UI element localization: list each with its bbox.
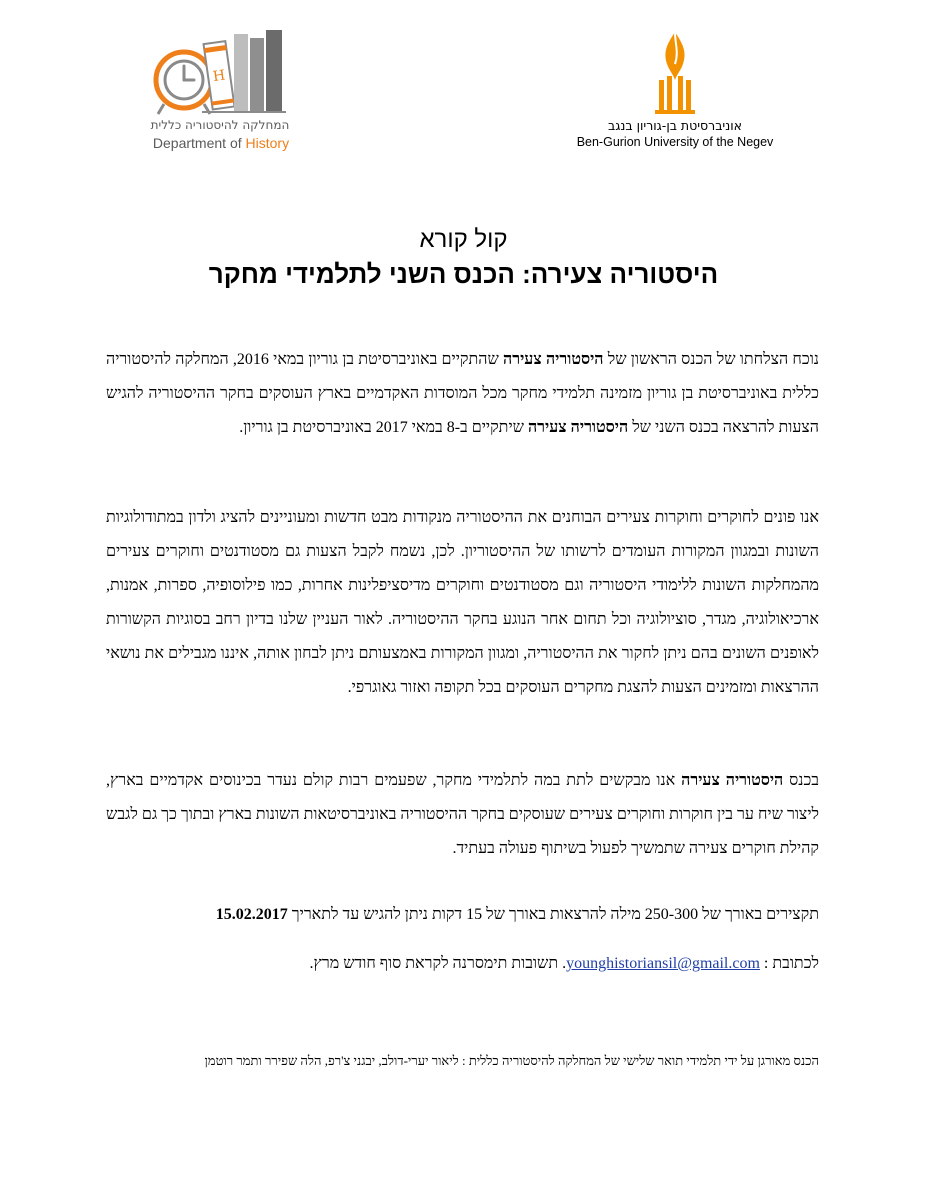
paragraph-intro: נוכח הצלחתו של הכנס הראשון של היסטוריה צעירה שהתקיים באוניברסיטת בן גוריון במאי 2016, המחלקה להיסטוריה כללית באוניברסיטת בן גוריון מזמינה תלמידי מחקר מכל המוסדות האקדמיים בארץ העוסקים בחקר ההיסטוריה להגיש הצעות להרצאה בכנס השני של היסטוריה צעירה שיתקיים ב-8 במאי 2017 באוניברסיטת בן גוריון. (106, 351, 820, 436)
deadline-date: 15.02.2017 (215, 906, 288, 923)
email-link[interactable]: younghistoriansil@gmail.com (566, 955, 760, 972)
clock-books-icon (136, 30, 296, 120)
paragraph-goals: בכנס היסטוריה צעירה אנו מבקשים לתת במה לתלמידי מחקר, שפעמים רבות קולם נעדר בכינוסים אקדמיים בארץ, ליצור שיח ער בין חוקרות וחוקרים צעירים שעוסקים בחקר ההיסטוריה באוניברסיטאות השונות בארץ ובתוך כך גם לגבש קהילת חוקרים צעירה שתמשיך לפעול בשיתוף פעולה בעתיד. (106, 772, 819, 857)
submission-address: לכתובת : younghistoriansil@gmail.com. תשובות תימסרנה לקראת סוף חודש מרץ. (309, 955, 819, 972)
submission-details: תקצירים באורך של 250-300 מילה להרצאות באורך של 15 דקות ניתן להגיש עד לתאריך 15.02.2017 (215, 906, 819, 923)
flame-emblem-icon (645, 30, 705, 116)
university-english-name: Ben-Gurion University of the Negev (576, 135, 774, 149)
department-of-history-logo (136, 30, 296, 155)
university-hebrew-name: אוניברסיטת בן-גוריון בנגב (608, 118, 742, 133)
organizers-footer: הכנס מאורגן על ידי תלמידי תואר שלישי של המחלקה להיסטוריה כללית : ליאור יערי-דולב, יבגני צ'רפ, הלה שפירר ותמר רוטמן (204, 1053, 819, 1068)
ben-gurion-university-logo (565, 30, 785, 155)
paragraph-audience: אנו פונים לחוקרים וחוקרות צעירים הבוחנים את ההיסטוריה מנקודות מבט חדשות ומעוניינים להציג ולדון במתודולוגיות השונות ובמגוון המקורות העומדים לרשותו של ההיסטוריון. לכן, נשמח לקבל הצעות גם מסטודנטים וחוקרים צעירים מהמחלקות השונות ללימודי היסטוריה וגם מסטודנטים וחוקרים מדיסציפלינות אחרות, כמו פילוסופיה, ספרות, אמנות, ארכיאולוגיה, מגדר, סוציולוגיה וכל תחום אחר הנוגע בחקר ההיסטוריה. לאור העניין שלנו בדיון רחב בסוגיות הקשורות לאופנים השונים בהם ניתן לחקור את ההיסטוריה, ומגוון המקורות באמצעותם ניתן לבחון אותה, איננו מגבילים את נושאי ההרצאות ומזמינים הצעות להצגת מחקרים העוסקים בכל תקופה ואזור גאוגרפי. (106, 509, 819, 696)
call-for-papers-heading: קול קורא (419, 226, 508, 253)
conference-title: היסטוריה צעירה: הכנס השני לתלמידי מחקר (208, 259, 719, 289)
department-english-name: Department of History (152, 135, 290, 151)
svg-text:H: H (211, 67, 227, 86)
department-hebrew-name: המחלקה להיסטוריה כללית (150, 118, 290, 132)
